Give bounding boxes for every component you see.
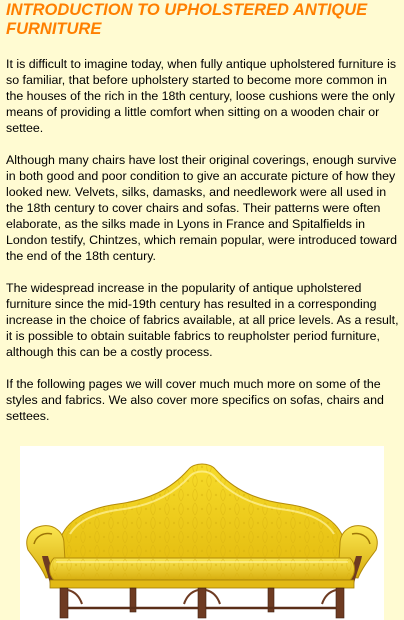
sofa-image (20, 446, 384, 620)
article-paragraph-2: Although many chairs have lost their original coverings, enough survive in both good and poor condition to give an accurate picture of how they looked new. Velvets, silks, damasks, and needlework were all used in the 18th century to cover chairs and sofas. Their patterns were often elaborate, as the silks made in Lyons in France and Spitalfields in London testify, Chintzes, which remain popular, were introduced toward the end of the 18th century. (6, 153, 397, 263)
yellow-sofa-illustration (20, 446, 384, 620)
article-title: INTRODUCTION TO UPHOLSTERED ANTIQUE FURNITURE (6, 1, 368, 38)
sofa-legs (60, 588, 344, 618)
sofa-seat-rail (50, 580, 354, 588)
article-paragraph-1: It is difficult to imagine today, when fully antique upholstered furniture is so familiar, that before upholstery started to become more common in the houses of the rich in the 18th century, loose cushions were the only means of providing a little comfort when sitting on a wooden chair or settee. (6, 57, 397, 135)
article-paragraph-3: The widespread increase in the popularity of antique upholstered furniture since the mid-19th century has resulted in a corresponding increase in the choice of fabrics available, at all price levels. As a result, it is possible to obtain suitable fabrics to reupholster period furniture, although this can be a costly process. (6, 281, 399, 359)
article-paragraph-4: If the following pages we will cover much much more on some of the styles and fabrics. We also cover more specifics on sofas, chairs and settees. (6, 377, 384, 423)
